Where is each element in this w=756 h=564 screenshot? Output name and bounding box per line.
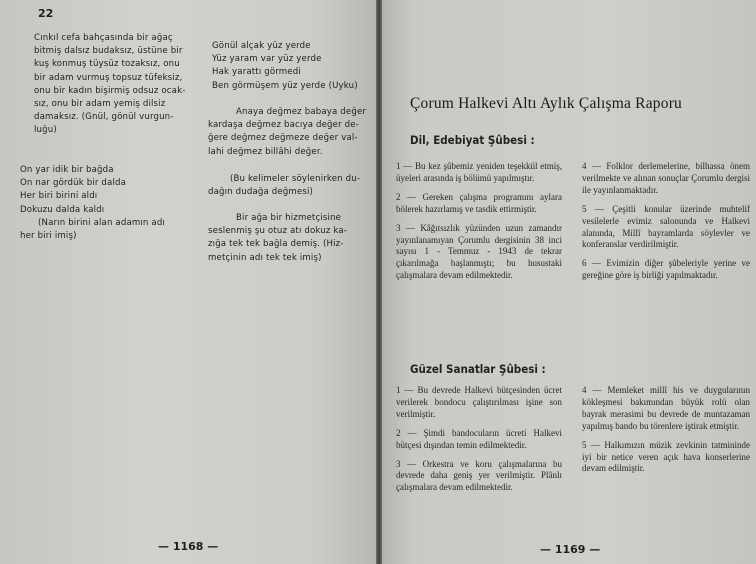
text-line: kardaşa değmez bacıya değer de- (208, 120, 359, 131)
text-line: ğere değmez değmeze değer val- (208, 133, 358, 144)
report-item: 2 — Şimdi bandocuların ücreti Halkevi bütçesi dışından temin edilmektedir. (396, 427, 562, 450)
section1-right-column (582, 161, 750, 289)
text-line: luğu) (34, 125, 57, 136)
riddle-note (208, 173, 374, 199)
report-item: 2 — Gereken çalışma programını aylara bölerek hazırlamış ve tasdik ettirmiştir. (396, 191, 562, 214)
text-line: Hak yarattı görmedi (212, 67, 301, 78)
text-line: Ben görmüşem yüz yerde (Uyku) (212, 80, 358, 91)
section-heading-language-literature: Dil, Edebiyat Şûbesi : (410, 133, 535, 147)
riddle-1 (34, 32, 194, 138)
text-line: onu bir kadın bişirmiş odsuz ocak- (34, 85, 186, 96)
text-line: Dokuzu dalda kaldı (20, 204, 105, 215)
report-item: 1 — Bu devrede Halkevi bütçesinden ücret verilerek bondocu çalıştırılması işine son verilmiştir. (396, 385, 562, 419)
text-line: Bir ağa bir hizmetçisine (236, 213, 342, 223)
text-line: damaksız. (Gnül, gönül vurgun- (34, 112, 174, 123)
page-number-left: — 1168 — (158, 540, 219, 553)
left-page (0, 0, 376, 564)
text-line: bir adam vurmuş topsuz tüfeksiz, (34, 72, 183, 83)
report-item: 4 — Memleket millî his ve duygularının kökleşmesi bakımından büyük rolü olan bayrak merasimi bu devrede de muntazaman yapılmış bando bu törenlere iştirak etmiştir. (582, 385, 750, 431)
report-item: 4 — Folklor derlemelerine, bilhassa önem verilmekte ve alınan sonuçlar Çorumlu dergisi ile yayınlanmaktadır. (582, 161, 750, 195)
report-item: 5 — Çeşitli konular üzerinde muhtelif vesilelerle evimiz salonunda ve Halkevi alanında, Millî bayramlarda söylevler ve konferanslar verdirilmiştir. (582, 203, 750, 250)
text-line: Anaya değmez babaya değer (236, 107, 367, 117)
text-line: kuş konmuş tüysüz tozaksız, onu (34, 59, 180, 70)
riddle-4 (208, 106, 374, 159)
text-line: her biri imiş) (20, 231, 77, 242)
report-item: 3 — Orkestra ve koru çalışmalarına bu devrede daha geniş yer verilmiştir. Plânlı çalışmalara devam edilmektedir. (396, 458, 562, 493)
text-line: bitmiş dalsız budaksız, üstüne bir (34, 46, 183, 57)
text-line: Yüz yaram var yüz yerde (212, 54, 322, 65)
text-line: Cınkıl cefa bahçasında bir ağaç (34, 33, 173, 43)
text-line: metçinin adı tek tek imiş) (208, 252, 322, 263)
report-item: 6 — Evimizin diğer şûbeleriyle yerine ve gereğine göre iş birliği yapılmaktadır. (582, 258, 750, 281)
section2-left-column (396, 385, 562, 501)
text-line: Her biri birini aldı (20, 191, 98, 202)
text-line: seslenmiş şu otuz atı dokuz ka- (208, 226, 348, 237)
riddle-2 (20, 164, 195, 243)
text-line: dağın dudağa değmesi) (208, 187, 314, 198)
report-title: Çorum Halkevi Altı Aylık Çalışma Raporu (410, 95, 683, 112)
text-line: sız, onu bir adam yemiş dilsiz (34, 99, 166, 110)
text-line: Gönül alçak yüz yerde (212, 41, 311, 51)
text-line: (Narın birini alan adamın adı (38, 217, 165, 228)
text-line: zığa tek tek bağla demiş. (Hiz- (208, 239, 344, 250)
riddle-5 (208, 212, 374, 265)
report-item: 5 — Halkımızın müzik zevkinin tatmininde iyi bir netice veren açık hava konserlerine devam edilmiştir. (582, 439, 750, 474)
page-number-right: — 1169 — (540, 543, 601, 556)
text-line: lahi değmez billâhi değer. (208, 146, 323, 157)
section2-right-column (582, 385, 750, 482)
text-line: On yar idik bir bağda (20, 165, 114, 175)
text-line: On nar gördük bir dalda (20, 178, 127, 189)
report-item: 1 — Bu kez şûbemiz yeniden teşekkül etmiş, üyeleri arasında iş bölümü yapılmıştır. (396, 161, 562, 183)
report-item: 3 — Kâğıtsızlık yüzünden uzun zamandır yayınlanamıyan Çorumlu dergisinin 38 inci sayısı 1 - Temmuz - 1943 de tekrar çıkarılmağa başlanmıştı; bu husustaki çalışmalara devam edilmektedir. (396, 222, 562, 281)
section-heading-fine-arts: Güzel Sanatlar Şûbesi : (410, 362, 546, 376)
section1-left-column (396, 161, 562, 289)
text-line: (Bu kelimeler söylenirken du- (230, 174, 361, 184)
riddle-3 (212, 40, 374, 93)
running-page-number: 22 (38, 7, 54, 20)
